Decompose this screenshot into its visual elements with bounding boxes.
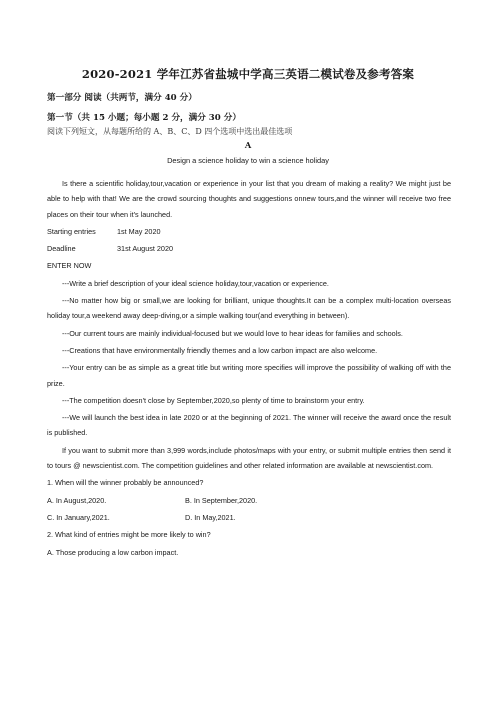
passage-letter: A (244, 140, 252, 150)
date-row-deadline (47, 241, 451, 256)
passage-title: Design a science holiday to win a science holiday (167, 156, 329, 165)
option-c: C. In January,2021. (47, 512, 110, 522)
question-options (47, 510, 451, 525)
part-heading: 第一部分 阅读（共两节，满分 40 分） (47, 93, 197, 103)
closing-paragraph: If you want to submit more than 3,999 words,include photos/maps with your entry, or submit multiple entries then send it to tours @ newscientist.com. The competition guidelines and other related information are available at newscientist.com. (47, 445, 451, 471)
bullet-item: ---Your entry can be as simple as a great title but writing more specifies will improve the possibility of walking off with the prize. (47, 363, 451, 388)
date-value: 1st May 2020 (117, 226, 161, 236)
date-label: Deadline (47, 244, 76, 254)
date-row-start (47, 224, 451, 239)
bullet-item: ---Write a brief description of your ideal science holiday,tour,vacation or experience. (62, 278, 329, 288)
intro-paragraph: Is there a scientific holiday,tour,vacation or experience in your list that you dream of making a reality? We might just be able to help with that! We are the crowd sourcing thoughts and suggestions onnew tours,and the winner will receive two free places on their tour when it's launched. (47, 179, 451, 219)
question-stem: 1. When will the winner probably be announced? (47, 478, 204, 488)
question-options (47, 493, 451, 508)
section-heading: 第一节（共 15 小题；每小题 2 分，满分 30 分） (47, 113, 241, 123)
bullet-item: ---The competition doesn't close by September,2020,so plenty of time to brainstorm your entry. (62, 395, 365, 405)
option-a: A. In August,2020. (47, 495, 107, 505)
bullet-item: ---Our current tours are mainly individual-focused but we would love to hear ideas for families and schools. (62, 328, 403, 338)
option-d: D. In May,2021. (185, 512, 236, 522)
enter-now: ENTER NOW (47, 261, 92, 271)
document-title: 2020-2021 学年江苏省盐城中学高三英语二模试卷及参考答案 (81, 67, 415, 81)
option-a: A. Those producing a low carbon impact. (47, 547, 179, 557)
bullet-item: ---Creations that have environmentally friendly themes and a low carbon impact are also welcome. (62, 345, 378, 355)
passage-body (47, 176, 451, 560)
bullet-item: ---No matter how big or small,we are looking for brilliant, unique thoughts.It can be a complex multi-location overseas holiday tour,a weekend away deep-diving,or a simple walking tour(and everything in between). (47, 296, 451, 321)
bullet-item: ---We will launch the best idea in late 2020 or at the beginning of 2021. The winner will receive the award once the result is published. (47, 413, 451, 438)
question-stem: 2. What kind of entries might be more likely to win? (47, 530, 211, 540)
date-value: 31st August 2020 (117, 244, 174, 254)
option-b: B. In September,2020. (185, 495, 258, 505)
instructions: 阅读下列短文，从每题所给的 A、B、C、D 四个选项中选出最佳选项 (47, 127, 293, 136)
date-label: Starting entries (47, 226, 96, 236)
